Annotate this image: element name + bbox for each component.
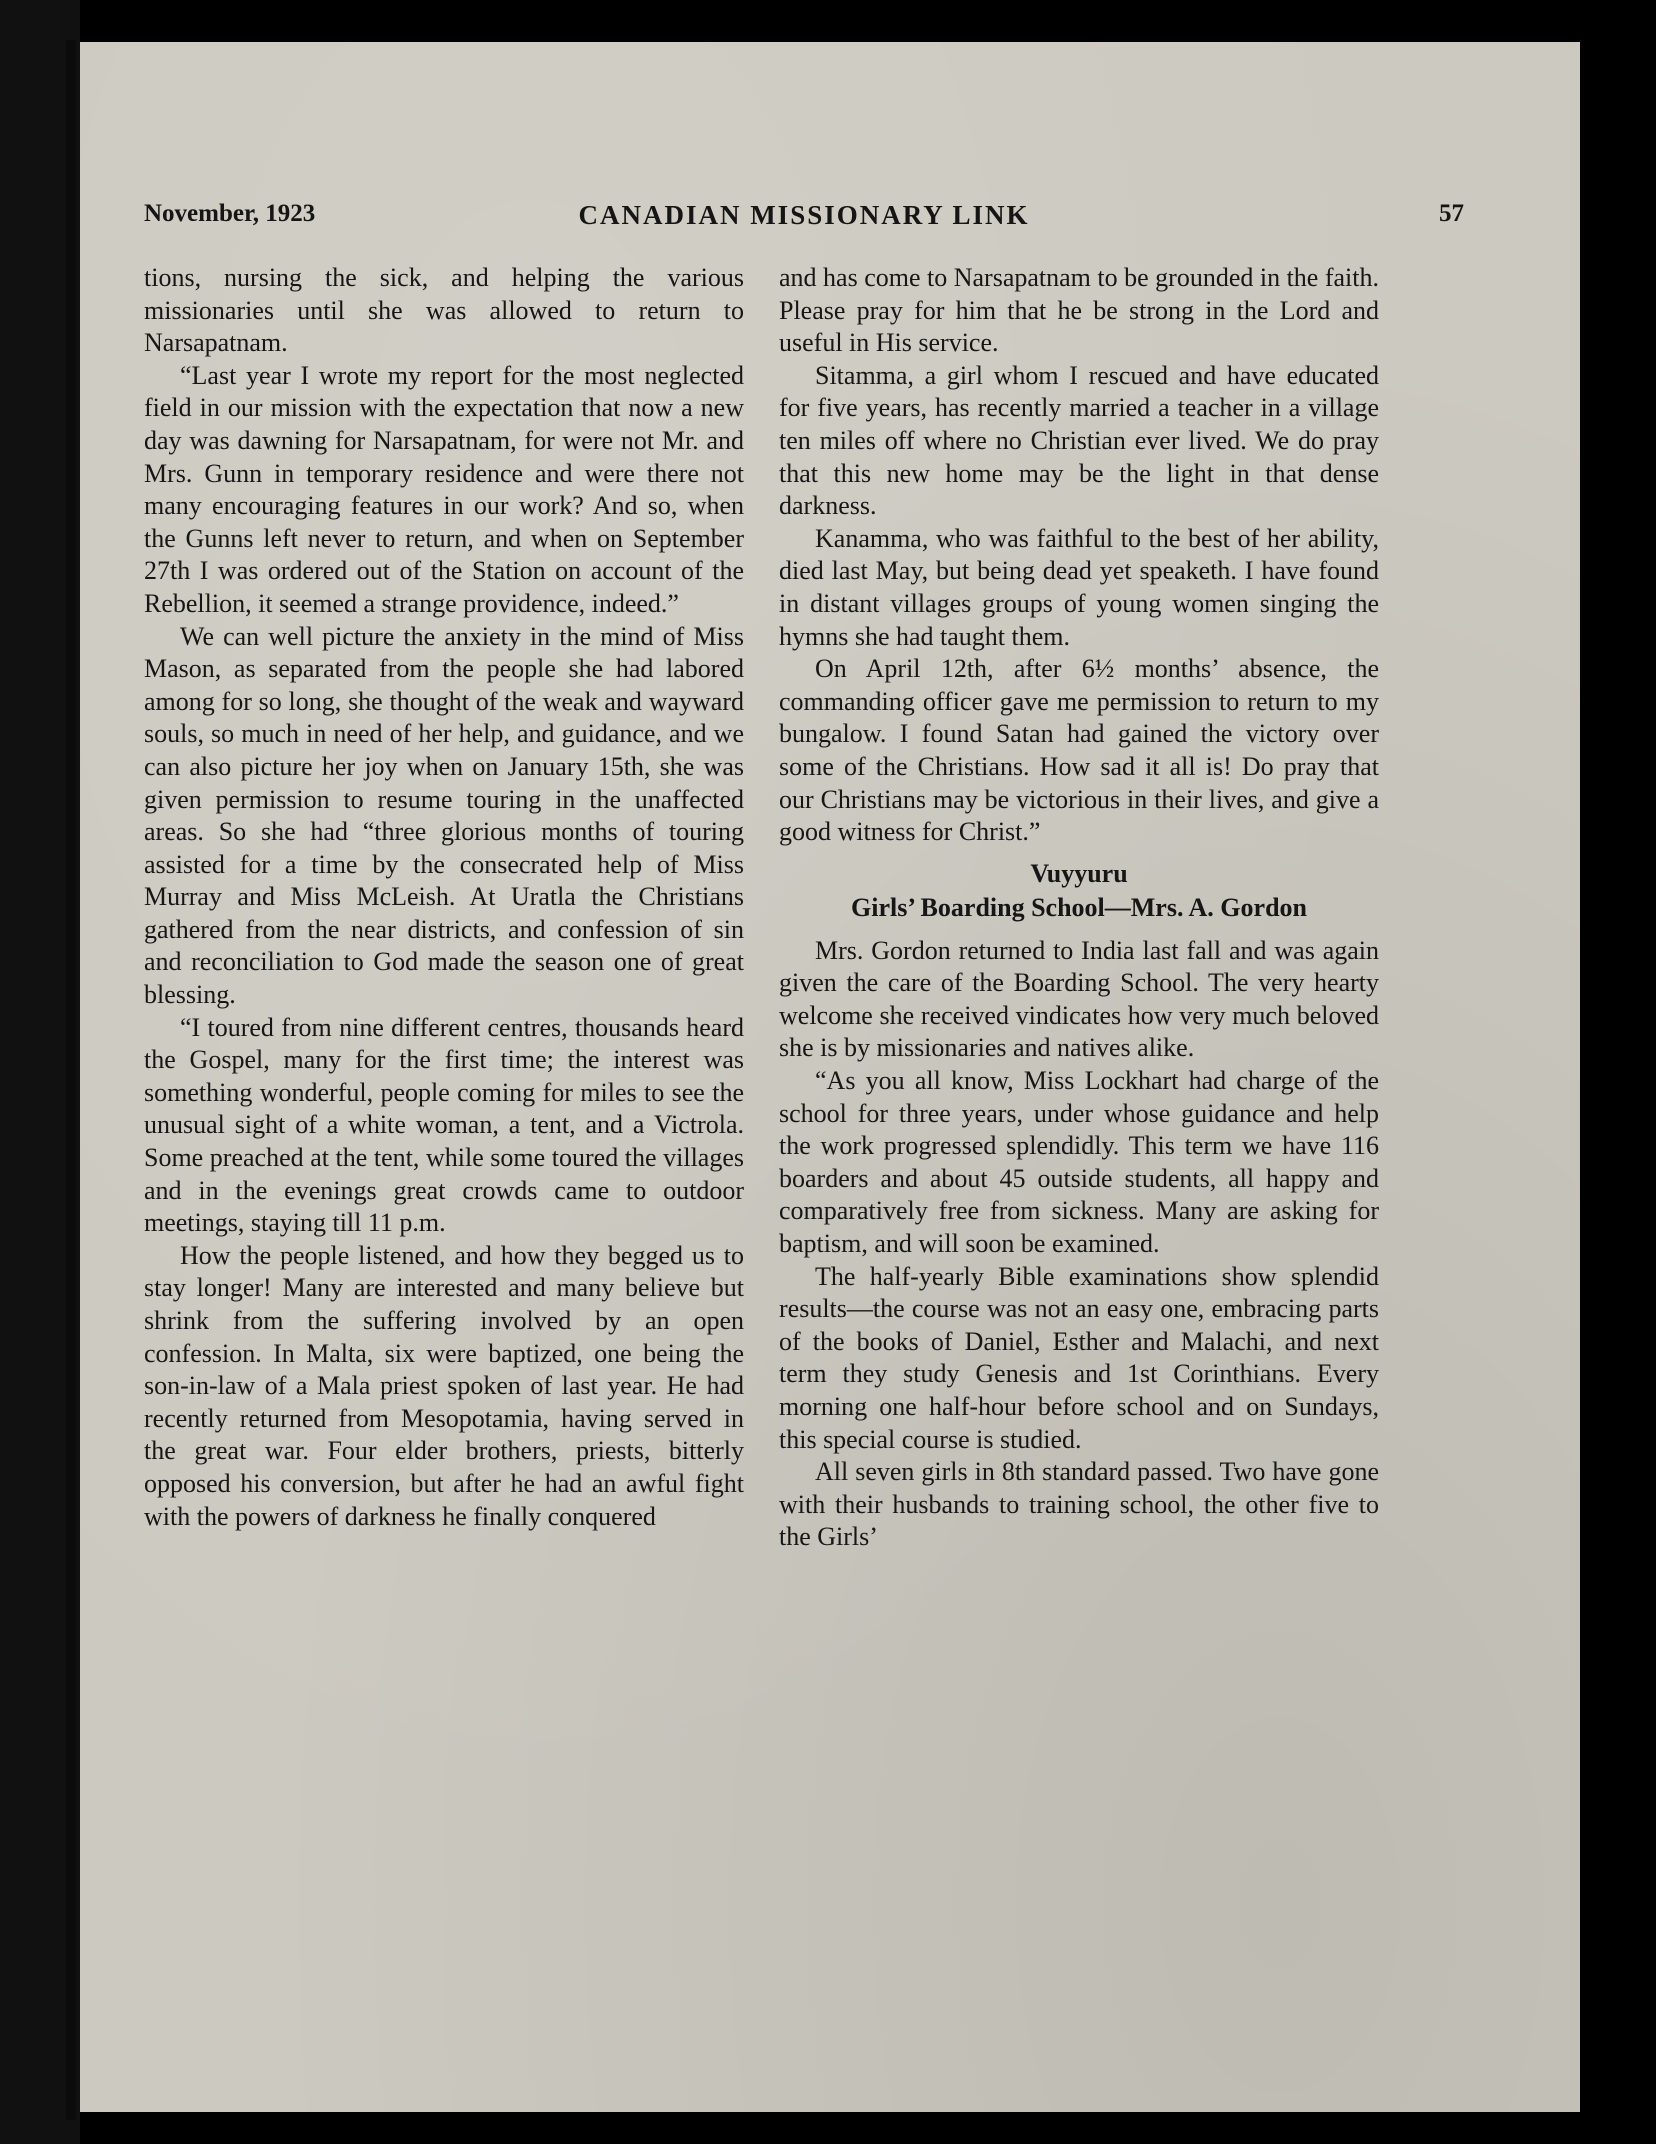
paragraph: Kanamma, who was faithful to the best of her ability, died last May, but being dead yet speaketh. I have found in distant villages groups of young women singing the hymns she had taught them.: [779, 523, 1379, 651]
paragraph: The half-yearly Bible examinations show splendid results—the course was not an easy one, embracing parts of the books of Daniel, Esther and Malachi, and next term they study Genesis and 1st Corinthians. Every morning one half-hour before school and on Sundays, this special course is studied.: [779, 1261, 1379, 1454]
paragraph: On April 12th, after 6½ months’ absence, the commanding officer gave me permission to return to my bungalow. I found Satan had gained the victory over some of the Christians. How sad it all is! Do pray that our Christians may be victorious in their lives, and give a good witness for Christ.”: [779, 654, 1379, 847]
publication-title: CANADIAN MISSIONARY LINK: [578, 200, 1030, 230]
paragraph: “I toured from nine different centres, thousands heard the Gospel, many for the first time; the interest was something wonderful, people coming for miles to see the unusual sight of a white woman, a tent, and a Victrola. Some preached at the tent, while some toured the villages and in the evenings great crowds came to outdoor meetings, staying till 11 p.m.: [144, 1012, 744, 1238]
paragraph: We can well picture the anxiety in the mind of Miss Mason, as separated from the people she had labored among for so long, she thought of the weak and wayward souls, so much in need of her help, and guidance, and we can also picture her joy when on January 15th, she was given permission to resume touring in the unaffected areas. So she had “three glorious months of touring assisted for a time by the consecrated help of Miss Murray and Miss McLeish. At Uratla the Christians gathered from the near districts, and confession of sin and reconciliation to God made the season one of great blessing.: [144, 621, 744, 1010]
paragraph: “Last year I wrote my report for the most neglected field in our mission with the expectation that now a new day was dawning for Narsapatnam, for were not Mr. and Mrs. Gunn in temporary residence and were there not many encouraging features in our work? And so, when the Gunns left never to return, and when on September 27th I was ordered out of the Station on account of the Rebellion, it seemed a strange providence, indeed.”: [144, 360, 744, 618]
page-header: [144, 200, 1464, 240]
paragraph: All seven girls in 8th standard passed. Two have gone with their husbands to training school, the other five to the Girls’: [779, 1457, 1379, 1552]
section-subheading: Girls’ Boarding School—Mrs. A. Gordon: [851, 892, 1307, 922]
left-column: [144, 262, 744, 1533]
section-heading: Vuyyuru: [1030, 858, 1128, 888]
paragraph: “As you all know, Miss Lockhart had charge of the school for three years, under whose guidance and help the work progressed splendidly. This term we have 116 boarders and about 45 outside students, all happy and comparatively free from sickness. Many are asking for baptism, and will soon be examined.: [779, 1066, 1379, 1259]
issue-date: November, 1923: [144, 200, 316, 227]
paragraph: and has come to Narsapatnam to be grounded in the faith. Please pray for him that he be strong in the Lord and useful in His service.: [779, 263, 1379, 358]
paragraph: tions, nursing the sick, and helping the various missionaries until she was allowed to return to Narsapatnam.: [144, 263, 744, 358]
paragraph: How the people listened, and how they begged us to stay longer! Many are interested and many believe but shrink from the suffering involved by an open confession. In Malta, six were baptized, one being the son-in-law of a Mala priest spoken of last year. He had recently returned from Mesopotamia, having served in the great war. Four elder brothers, priests, bitterly opposed his conversion, but after he had an awful fight with the powers of darkness he finally conquered: [144, 1240, 744, 1531]
right-column: [779, 262, 1379, 1554]
page-edge-shadow: [66, 40, 76, 2120]
paragraph: Sitamma, a girl whom I rescued and have educated for five years, has recently married a teacher in a village ten miles off where no Christian ever lived. We do pray that this new home may be the light in that dense darkness.: [779, 360, 1379, 521]
paragraph: Mrs. Gordon returned to India last fall and was again given the care of the Boarding School. The very hearty welcome she received vindicates how very much beloved she is by missionaries and natives alike.: [779, 935, 1379, 1063]
page-number: 57: [1439, 200, 1464, 227]
